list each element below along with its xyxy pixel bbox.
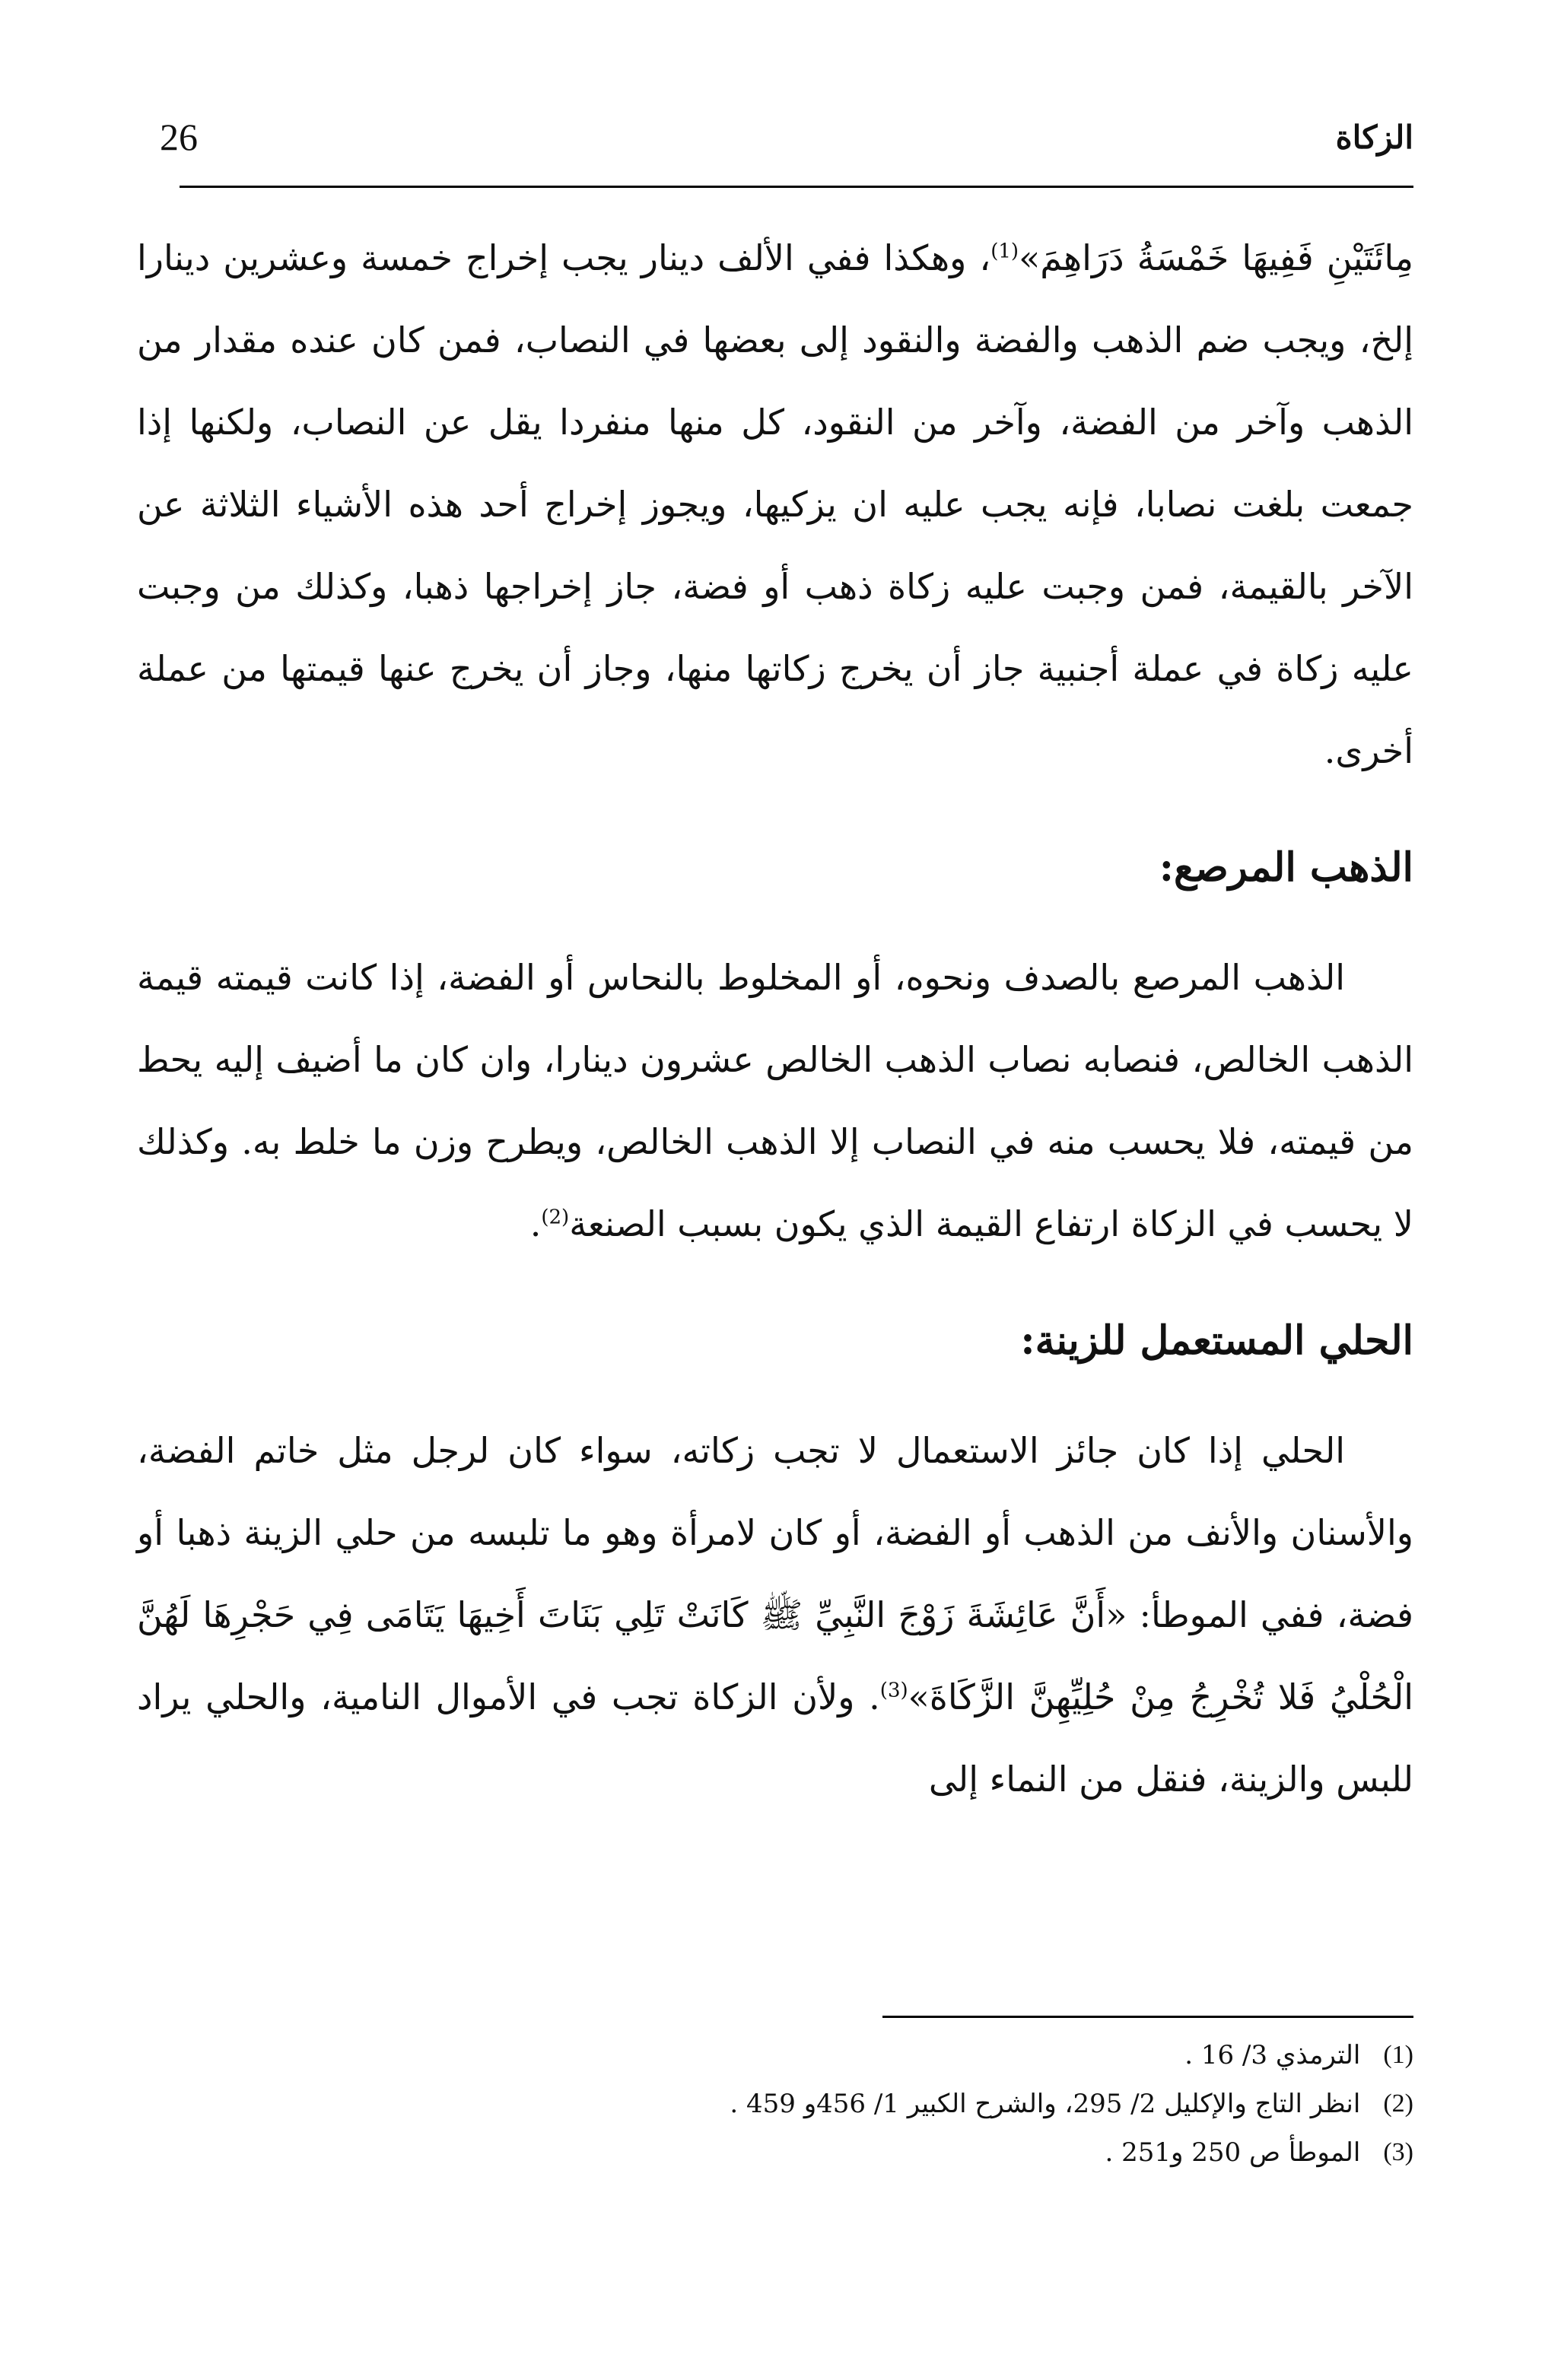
footnote-2: [380, 2080, 1413, 2128]
body-text: [137, 217, 1413, 1820]
header-rule: [180, 186, 1413, 188]
page-number: 26: [160, 116, 198, 158]
paragraph-3-text: الحلي إذا كان جائز الاستعمال لا تجب زكاته، سواء كان لرجل مثل خاتم الفضة، والأسنان والأنف من الذهب أو الفضة، أو كان لامرأة وهو ما تلبسه من حلي الزينة ذهبا أو فضة، ففي الموطأ: «أَنَّ عَائِشَةَ زَوْجَ النَّبِيِّ ﷺ كَانَتْ تَلِي بَنَاتَ أَخِيهَا يَتَامَى فِي حَجْرِهَا لَهُنَّ الْحُلْيُ فَلا تُخْرِجُ مِنْ حُلِيِّهِنَّ الزَّكَاةَ»: [137, 1430, 1414, 1717]
running-head: الزكاة: [1335, 118, 1413, 156]
footnote-ref-2: (2): [541, 1206, 570, 1229]
paragraph-2-end: .: [529, 1203, 542, 1244]
footnote-1: [380, 2031, 1413, 2080]
footnote-ref-1: (1): [990, 240, 1019, 263]
section-heading-jewelry: الحلي المستعمل للزينة:: [1020, 1317, 1413, 1364]
footnote-text: الترمذي 3/ 16 .: [1184, 2040, 1361, 2070]
footnotes: [380, 2031, 1413, 2177]
section-heading-gilded-gold: الذهب المرصع:: [1159, 844, 1413, 891]
paragraph-3: [137, 1409, 1413, 1820]
footnote-number: (1): [1383, 2041, 1413, 2069]
paragraph-2-text: الذهب المرصع بالصدف ونحوه، أو المخلوط بالنحاس أو الفضة، إذا كانت قيمته قيمة الذهب الخالص، فنصابه نصاب الذهب الخالص عشرون دينارا، وان كان ما أضيف إليه يحط من قيمته، فلا يحسب منه في النصاب إلا الذهب الخالص، ويطرح وزن ما خلط به. وكذلك لا يحسب في الزكاة ارتفاع القيمة الذي يكون بسبب الصنعة: [137, 957, 1413, 1244]
page-header: [160, 114, 1413, 160]
footnote-number: (2): [1383, 2089, 1413, 2118]
footnote-3: [380, 2128, 1413, 2177]
paragraph-1-text: ، وهكذا ففي الألف دينار يجب إخراج خمسة وعشرين دينارا إلخ، ويجب ضم الذهب والفضة والنقود إلى بعضها في النصاب، فمن كان عنده مقدار من الذهب وآخر من الفضة، وآخر من النقود، كل منها منفردا يقل عن النصاب، ولكنها إذا جمعت بلغت نصابا، فإنه يجب عليه ان يزكيها، ويجوز إخراج أحد هذه الأشياء الثلاثة عن الآخر بالقيمة، فمن وجبت عليه زكاة ذهب أو فضة، جاز إخراجها ذهبا، وكذلك من وجبت عليه زكاة في عملة أجنبية جاز أن يخرج زكاتها منها، وجاز أن يخرج عنها قيمتها من عملة أخرى.: [137, 237, 1414, 771]
footnote-rule: [882, 2016, 1413, 2018]
paragraph-2: [137, 936, 1413, 1265]
footnote-number: (3): [1383, 2138, 1413, 2166]
footnote-ref-3: (3): [879, 1679, 908, 1702]
footnote-text: الموطأ ص 250 و251 .: [1105, 2137, 1361, 2168]
paragraph-3-rest: . ولأن الزكاة تجب في الأموال النامية، والحلي يراد للبس والزينة، فنقل من النماء إلى: [137, 1676, 1413, 1800]
paragraph-1: [137, 217, 1413, 792]
paragraph-1-quote: مِائَتَيْنِ فَفِيهَا خَمْسَةُ دَرَاهِمَ»: [1019, 237, 1413, 278]
footnote-text: انظر التاج والإكليل 2/ 295، والشرح الكبير 1/ 456و 459 .: [730, 2089, 1361, 2119]
